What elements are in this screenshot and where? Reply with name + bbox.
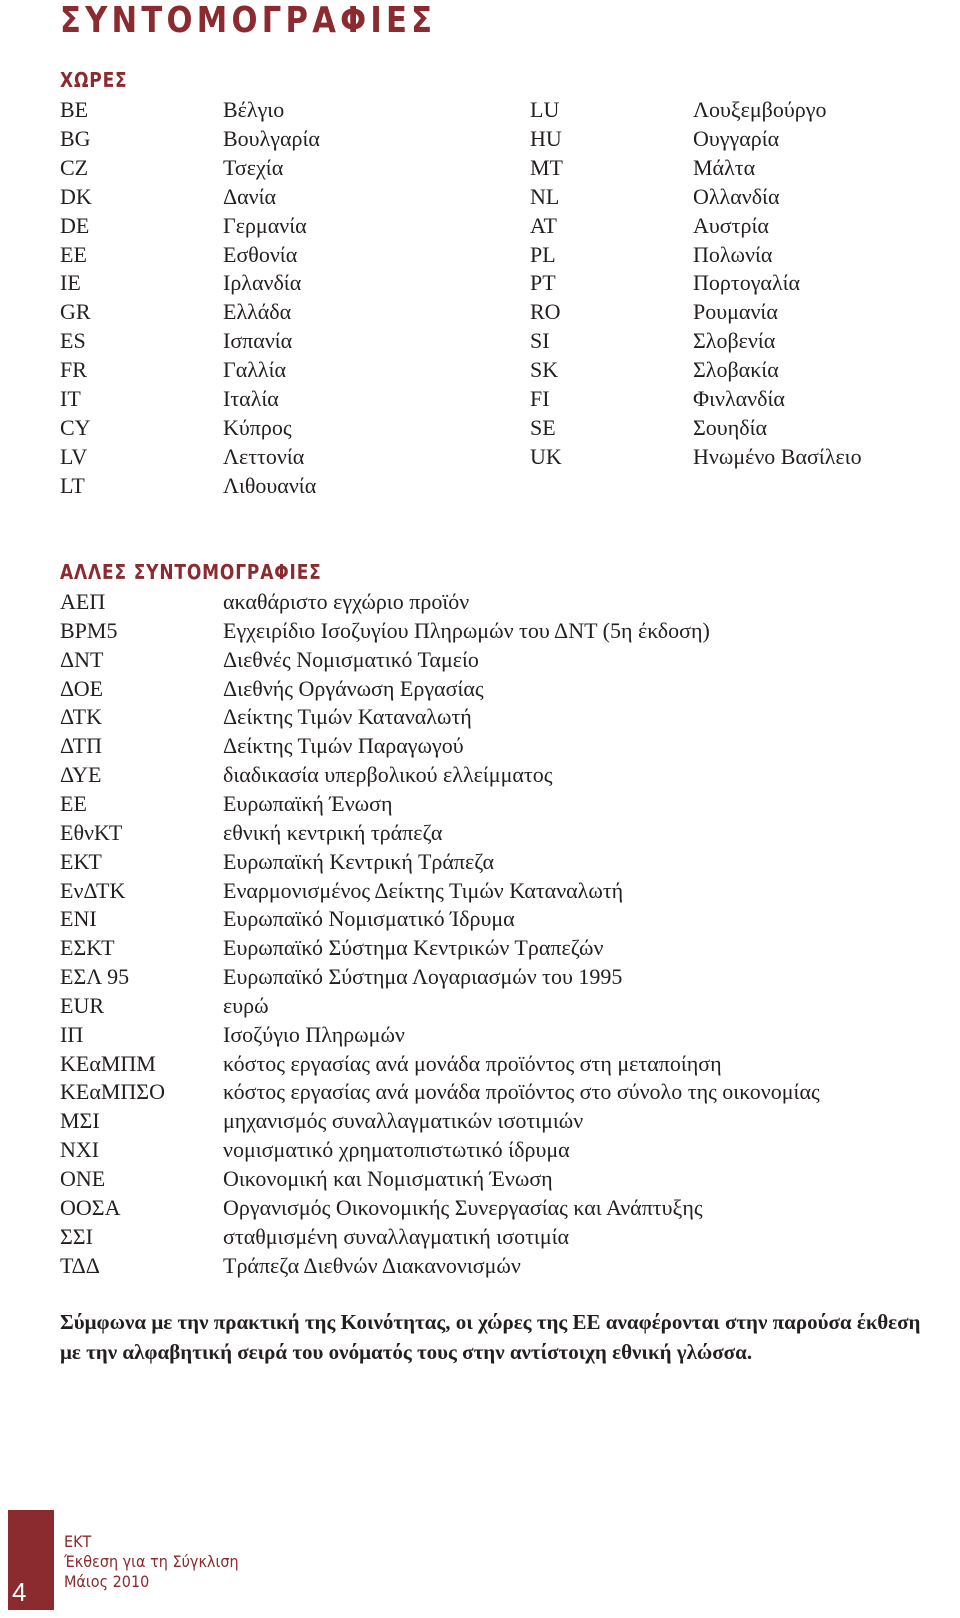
abbreviation-code: CY <box>60 414 91 440</box>
abbreviation-code: SI <box>530 328 550 354</box>
abbreviation-code: AT <box>530 212 557 238</box>
page-title: ΣΥΝΤΟΜΟΓΡΑΦΙΕΣ <box>60 0 437 41</box>
abbreviation-code: LU <box>530 97 560 122</box>
footer-line-2: Έκθεση για τη Σύγκλιση <box>64 1552 239 1571</box>
abbreviation-name: Κύπρος <box>223 414 292 440</box>
abbreviation-name: μηχανισμός συναλλαγματικών ισοτιμιών <box>223 1108 584 1134</box>
abbreviation-row <box>60 991 940 1020</box>
abbreviation-name: κόστος εργασίας ανά μονάδα προϊόντος στη μεταποίηση <box>223 1050 722 1076</box>
abbreviation-code: ΕΕ <box>60 790 87 816</box>
abbreviation-name: Βέλγιο <box>223 97 285 122</box>
abbreviation-name: Ευρωπαϊκό Σύστημα Κεντρικών Τραπεζών <box>223 935 604 961</box>
abbreviation-code: DK <box>60 183 92 209</box>
abbreviation-name: Σουηδία <box>693 414 768 440</box>
abbreviation-name: κόστος εργασίας ανά μονάδα προϊόντος στο σύνολο της οικονομίας <box>223 1079 820 1105</box>
footer-text <box>64 1532 239 1592</box>
abbreviation-name: Φινλανδία <box>693 386 785 411</box>
abbreviation-code: ΔΝΤ <box>60 646 104 672</box>
abbreviation-name: Ρουμανία <box>693 299 778 325</box>
abbreviation-name: Λιθουανία <box>223 472 317 498</box>
abbreviation-row <box>530 297 960 326</box>
abbreviation-row <box>60 731 940 760</box>
abbreviation-code: ΔΤΚ <box>60 704 102 730</box>
abbreviation-name: Ιρλανδία <box>223 270 302 296</box>
abbreviation-code: ΙΠ <box>60 1021 84 1047</box>
abbreviation-name: Ισπανία <box>223 328 293 354</box>
abbreviation-name: Γαλλία <box>223 357 287 383</box>
abbreviation-code: ΑΕΠ <box>60 589 106 614</box>
abbreviation-row <box>60 1049 940 1078</box>
abbreviation-name: Σλοβενία <box>693 328 776 354</box>
abbreviation-name: Ευρωπαϊκή Κεντρική Τράπεζα <box>223 848 495 874</box>
abbreviation-code: BPM5 <box>60 617 118 643</box>
abbreviation-row <box>530 211 960 240</box>
abbreviation-code: GR <box>60 299 91 325</box>
abbreviation-name: Διεθνής Οργάνωση Εργασίας <box>223 675 484 701</box>
abbreviation-code: SK <box>530 357 559 383</box>
abbreviation-row <box>530 95 960 124</box>
abbreviation-code: MT <box>530 154 563 180</box>
abbreviation-code: SE <box>530 414 556 440</box>
abbreviation-code: ΕνΔΤΚ <box>60 877 126 903</box>
abbreviation-row <box>530 124 960 153</box>
footer-line-3: Μάιος 2010 <box>64 1572 150 1591</box>
abbreviation-row <box>60 818 940 847</box>
abbreviation-code: FR <box>60 357 87 383</box>
abbreviation-name: Εναρμονισμένος Δείκτης Τιμών Καταναλωτή <box>223 877 624 903</box>
other-abbreviations-heading: ΑΛΛΕΣ ΣΥΝΤΟΜΟΓΡΑΦΙΕΣ <box>60 560 322 584</box>
abbreviation-code: NL <box>530 183 560 209</box>
abbreviation-code: RO <box>530 299 561 325</box>
abbreviation-code: IE <box>60 270 81 296</box>
abbreviation-name: Ολλανδία <box>693 183 780 209</box>
abbreviation-name: Σλοβακία <box>693 357 779 383</box>
abbreviation-name: Αυστρία <box>693 212 769 238</box>
abbreviation-row <box>60 789 940 818</box>
abbreviation-code: ΕΚΤ <box>60 848 102 874</box>
abbreviation-code: ΤΔΔ <box>60 1252 100 1278</box>
abbreviation-name: Βουλγαρία <box>223 125 320 151</box>
abbreviation-row <box>530 268 960 297</box>
abbreviation-name: ακαθάριστο εγχώριο προϊόν <box>223 589 470 614</box>
abbreviation-name: Τσεχία <box>223 154 284 180</box>
abbreviation-row <box>60 1193 940 1222</box>
abbreviation-code: ΝΧΙ <box>60 1137 100 1163</box>
abbreviation-row <box>60 1106 940 1135</box>
abbreviation-name: Λουξεμβούργο <box>693 97 827 122</box>
abbreviation-row <box>60 876 940 905</box>
abbreviation-row <box>60 904 940 933</box>
abbreviation-row <box>530 240 960 269</box>
abbreviation-name: Εγχειρίδιο Ισοζυγίου Πληρωμών του ΔΝΤ (5η έκδοση) <box>223 617 710 643</box>
abbreviation-name: Εσθονία <box>223 241 298 267</box>
abbreviation-code: BE <box>60 97 89 122</box>
abbreviation-code: ΕΝΙ <box>60 906 97 932</box>
abbreviation-code: UK <box>530 443 562 469</box>
abbreviation-code: ΣΣΙ <box>60 1223 93 1249</box>
abbreviation-name: Μάλτα <box>693 154 756 180</box>
abbreviation-row <box>60 962 940 991</box>
abbreviation-code: ES <box>60 328 86 354</box>
abbreviation-row <box>530 355 960 384</box>
abbreviation-name: Ουγγαρία <box>693 125 780 151</box>
abbreviation-row <box>60 1020 940 1049</box>
abbreviation-code: ΕΣΚΤ <box>60 935 115 961</box>
abbreviation-code: EE <box>60 241 87 267</box>
abbreviation-row <box>60 702 940 731</box>
abbreviation-code: FI <box>530 386 550 411</box>
note-paragraph: Σύμφωνα με την πρακτική της Κοινότητας, οι χώρες της ΕΕ αναφέρονται στην παρούσα έκθεση με την αλφαβητική σειρά του ονόματός τους στην αντίστοιχη εθνική γλώσσα. <box>60 1310 921 1364</box>
abbreviation-row <box>530 153 960 182</box>
abbreviation-code: ΜΣΙ <box>60 1108 100 1134</box>
abbreviation-name: Οργανισμός Οικονομικής Συνεργασίας και Ανάπτυξης <box>223 1194 703 1220</box>
abbreviation-row <box>60 645 940 674</box>
abbreviation-row <box>530 384 960 413</box>
abbreviation-row <box>60 616 940 645</box>
abbreviation-row <box>60 1164 940 1193</box>
abbreviation-row <box>60 1222 940 1251</box>
abbreviation-row <box>530 326 960 355</box>
abbreviation-code: PT <box>530 270 556 296</box>
abbreviation-code: ΕθνΚΤ <box>60 819 123 845</box>
abbreviation-code: ΟΝΕ <box>60 1166 106 1191</box>
abbreviation-code: ΔΤΠ <box>60 733 102 759</box>
abbreviation-name: Γερμανία <box>223 212 307 238</box>
abbreviation-row <box>60 471 940 500</box>
abbreviation-name: Ελλάδα <box>223 299 292 325</box>
abbreviation-code: ΟΟΣΑ <box>60 1194 121 1220</box>
abbreviation-name: νομισματικό χρηματοπιστωτικό ίδρυμα <box>223 1137 570 1163</box>
abbreviation-name: Ευρωπαϊκή Ένωση <box>223 790 393 816</box>
abbreviation-name: διαδικασία υπερβολικού ελλείμματος <box>223 762 553 788</box>
abbreviation-name: εθνική κεντρική τράπεζα <box>223 819 443 845</box>
abbreviation-row <box>60 1077 940 1106</box>
abbreviation-code: IT <box>60 386 81 411</box>
abbreviation-name: σταθμισμένη συναλλαγματική ισοτιμία <box>223 1223 570 1249</box>
abbreviation-code: ΔΥΕ <box>60 762 102 788</box>
footer-line-1: ΕΚΤ <box>64 1532 92 1551</box>
abbreviation-name: Ευρωπαϊκό Νομισματικό Ίδρυμα <box>223 906 515 932</box>
abbreviation-row <box>60 933 940 962</box>
abbreviation-row <box>530 413 960 442</box>
abbreviation-code: EUR <box>60 992 104 1018</box>
page-number: 4 <box>12 1577 27 1607</box>
abbreviation-name: Δείκτης Τιμών Καταναλωτή <box>223 704 472 730</box>
abbreviation-code: ΚΕαΜΠΣΟ <box>60 1079 165 1105</box>
abbreviation-code: CZ <box>60 154 89 180</box>
abbreviation-name: ευρώ <box>223 992 269 1018</box>
abbreviation-name: Πολωνία <box>693 241 773 267</box>
abbreviation-name: Διεθνές Νομισματικό Ταμείο <box>223 646 479 672</box>
abbreviation-code: PL <box>530 241 556 267</box>
abbreviation-code: ΕΣΛ 95 <box>60 964 130 990</box>
abbreviation-name: Λεττονία <box>223 443 305 469</box>
abbreviation-code: ΚΕαΜΠΜ <box>60 1050 156 1076</box>
abbreviation-name: Ηνωμένο Βασίλειο <box>693 443 862 469</box>
abbreviation-row <box>530 442 960 471</box>
abbreviation-code: ΔΟΕ <box>60 675 104 701</box>
page-number-block <box>8 1510 54 1610</box>
countries-heading: ΧΩΡΕΣ <box>60 68 128 92</box>
abbreviation-row <box>60 847 940 876</box>
abbreviation-name: Ιταλία <box>223 386 279 411</box>
abbreviation-code: LV <box>60 443 88 469</box>
abbreviation-row <box>60 1251 940 1280</box>
abbreviation-name: Δανία <box>223 183 277 209</box>
abbreviation-row <box>60 587 940 616</box>
abbreviation-name: Δείκτης Τιμών Παραγωγού <box>223 733 464 759</box>
abbreviation-row <box>60 1135 940 1164</box>
abbreviation-code: HU <box>530 125 562 151</box>
abbreviation-code: LT <box>60 472 85 498</box>
abbreviation-name: Τράπεζα Διεθνών Διακανονισμών <box>223 1252 521 1278</box>
abbreviation-name: Πορτογαλία <box>693 270 801 296</box>
abbreviation-name: Ισοζύγιο Πληρωμών <box>223 1021 405 1047</box>
abbreviation-row <box>530 182 960 211</box>
abbreviation-code: BG <box>60 125 91 151</box>
abbreviation-row <box>60 674 940 703</box>
abbreviation-name: Οικονομική και Νομισματική Ένωση <box>223 1166 553 1191</box>
abbreviation-name: Ευρωπαϊκό Σύστημα Λογαριασμών του 1995 <box>223 964 623 990</box>
abbreviation-row <box>60 760 940 789</box>
abbreviation-code: DE <box>60 212 90 238</box>
